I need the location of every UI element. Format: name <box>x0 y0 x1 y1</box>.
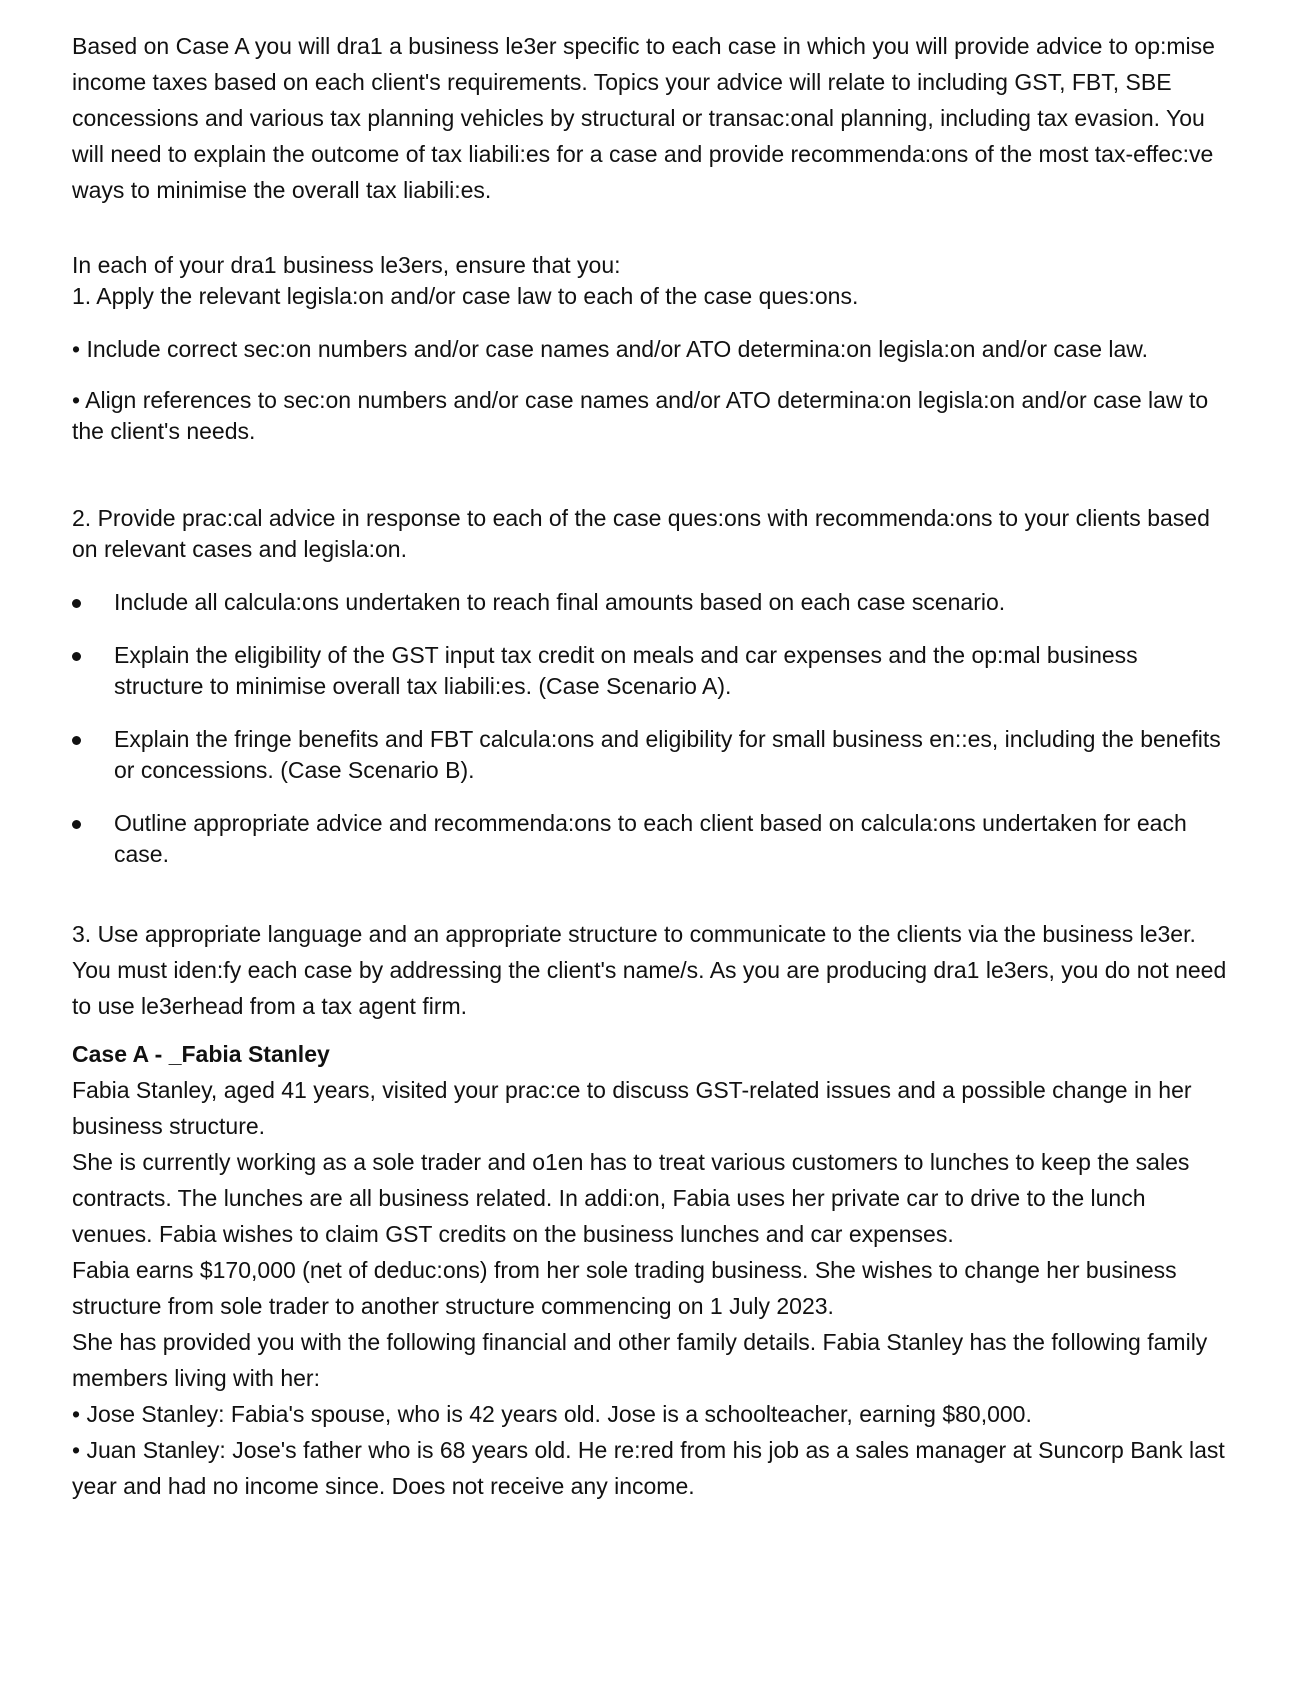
case-a-paragraph-4: She has provided you with the following financial and other family details. Fabia Stanley has the following family members living with her: <box>72 1329 1208 1391</box>
point-2: 2. Provide prac:cal advice in response to each of the case ques:ons with recommenda:ons to your clients based on relevant cases and legisla:on. <box>72 505 1210 562</box>
point-1: 1. Apply the relevant legisla:on and/or case law to each of the case ques:ons. <box>72 283 859 309</box>
list-item: Outline appropriate advice and recommenda:ons to each client based on calcula:ons undertaken for each case. <box>72 808 1232 870</box>
point-3: 3. Use appropriate language and an appropriate structure to communicate to the clients via the business le3er. You must iden:fy each case by addressing the client's name/s. As you are producing dra1 le3ers, you do not need to use le3erhead from a tax agent firm. <box>72 921 1227 1019</box>
case-a-paragraph-3: Fabia earns $170,000 (net of deduc:ons) from her sole trading business. She wishes to change her business structure from sole trader to another structure commencing on 1 July 2023. <box>72 1257 1177 1319</box>
point-1-sub-2: • Align references to sec:on numbers and/or case names and/or ATO determina:on legisla:on and/or case law to the client's needs. <box>72 387 1209 444</box>
case-a-paragraph-1: Fabia Stanley, aged 41 years, visited your prac:ce to discuss GST-related issues and a possible change in her business structure. <box>72 1077 1192 1139</box>
point-2-list <box>72 587 1232 870</box>
case-a-heading: Case A - _Fabia Stanley <box>72 1041 330 1067</box>
intro-paragraph: Based on Case A you will dra1 a business le3er specific to each case in which you will provide advice to op:mise income taxes based on each client's requirements. Topics your advice will relate to including GST, FBT, SBE concessions and various tax planning vehicles by structural or transac:onal planning, including tax evasion. You will need to explain the outcome of tax liabili:es for a case and provide recommenda:ons of the most tax-effec:ve ways to minimise the overall tax liabili:es. <box>72 33 1215 203</box>
document-page <box>72 28 1232 1504</box>
family-member-jose: • Jose Stanley: Fabia's spouse, who is 42 years old. Jose is a schoolteacher, earning $80,000. <box>72 1401 1032 1427</box>
list-item: Explain the fringe benefits and FBT calcula:ons and eligibility for small business en::es, including the benefits or concessions. (Case Scenario B). <box>72 724 1232 786</box>
point-1-sub-1: • Include correct sec:on numbers and/or case names and/or ATO determina:on legisla:on and/or case law. <box>72 336 1149 362</box>
list-item: Include all calcula:ons undertaken to reach final amounts based on each case scenario. <box>72 587 1232 618</box>
list-item: Explain the eligibility of the GST input tax credit on meals and car expenses and the op:mal business structure to minimise overall tax liabili:es. (Case Scenario A). <box>72 640 1232 702</box>
family-member-juan: • Juan Stanley: Jose's father who is 68 years old. He re:red from his job as a sales manager at Suncorp Bank last year and had no income since. Does not receive any income. <box>72 1437 1225 1499</box>
case-a-paragraph-2: She is currently working as a sole trader and o1en has to treat various customers to lunches to keep the sales contracts. The lunches are all business related. In addi:on, Fabia uses her private car to drive to the lunch venues. Fabia wishes to claim GST credits on the business lunches and car expenses. <box>72 1149 1190 1247</box>
ensure-heading: In each of your dra1 business le3ers, ensure that you: <box>72 252 621 278</box>
